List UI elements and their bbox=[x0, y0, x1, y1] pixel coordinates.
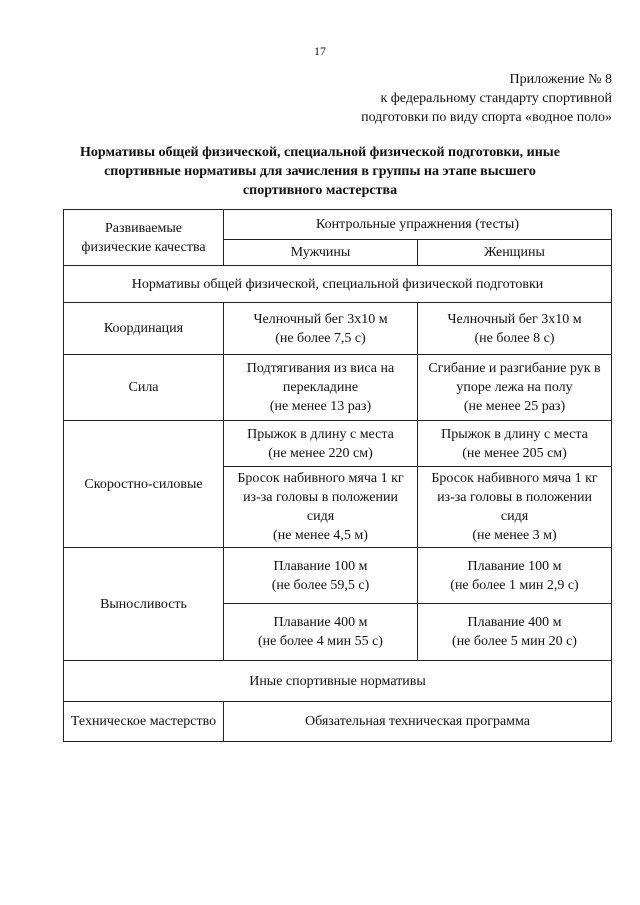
ball-throw-men: Бросок набивного мяча 1 кг из-за головы в положении сидя (не менее 4,5 м) bbox=[224, 467, 418, 548]
quality-technical: Техническое мастерство bbox=[64, 702, 224, 742]
swim-100-men: Плавание 100 м (не более 59,5 с) bbox=[224, 548, 418, 604]
swim-400-men: Плавание 400 м (не более 4 мин 55 с) bbox=[224, 604, 418, 661]
jump-men: Прыжок в длину с места (не менее 220 см) bbox=[224, 421, 418, 467]
header-men: Мужчины bbox=[224, 240, 418, 266]
coordination-women: Челночный бег 3x10 м (не более 8 с) bbox=[418, 303, 612, 355]
section-general-physical: Нормативы общей физической, специальной физической подготовки bbox=[64, 266, 612, 303]
appendix-note bbox=[361, 70, 612, 127]
quality-speed-strength: Скоростно-силовые bbox=[64, 421, 224, 548]
header-women: Женщины bbox=[418, 240, 612, 266]
title-line-1: Нормативы общей физической, специальной физической подготовки, иные bbox=[80, 145, 560, 160]
page-number: 17 bbox=[314, 44, 326, 58]
quality-endurance: Выносливость bbox=[64, 548, 224, 661]
ball-throw-women: Бросок набивного мяча 1 кг из-за головы в положении сидя (не менее 3 м) bbox=[418, 467, 612, 548]
appendix-line-2: к федеральному стандарту спортивной bbox=[380, 91, 612, 106]
document-title bbox=[62, 143, 578, 200]
header-qualities: Развиваемые физические качества bbox=[64, 210, 224, 266]
title-line-3: спортивного мастерства bbox=[242, 183, 398, 198]
standards-table bbox=[63, 209, 612, 742]
header-exercises: Контрольные упражнения (тесты) bbox=[224, 210, 612, 240]
strength-women: Сгибание и разгибание рук в упоре лежа на полу (не менее 25 раз) bbox=[418, 355, 612, 421]
strength-men: Подтягивания из виса на перекладине (не менее 13 раз) bbox=[224, 355, 418, 421]
swim-400-women: Плавание 400 м (не более 5 мин 20 с) bbox=[418, 604, 612, 661]
technical-requirement: Обязательная техническая программа bbox=[224, 702, 612, 742]
jump-women: Прыжок в длину с места (не менее 205 см) bbox=[418, 421, 612, 467]
appendix-line-3: подготовки по виду спорта «водное поло» bbox=[361, 110, 612, 125]
title-line-2: спортивные нормативы для зачисления в группы на этапе высшего bbox=[104, 164, 536, 179]
appendix-line-1: Приложение № 8 bbox=[509, 72, 612, 87]
section-other-standards: Иные спортивные нормативы bbox=[64, 661, 612, 702]
coordination-men: Челночный бег 3x10 м (не более 7,5 с) bbox=[224, 303, 418, 355]
swim-100-women: Плавание 100 м (не более 1 мин 2,9 с) bbox=[418, 548, 612, 604]
quality-coordination: Координация bbox=[64, 303, 224, 355]
quality-strength: Сила bbox=[64, 355, 224, 421]
